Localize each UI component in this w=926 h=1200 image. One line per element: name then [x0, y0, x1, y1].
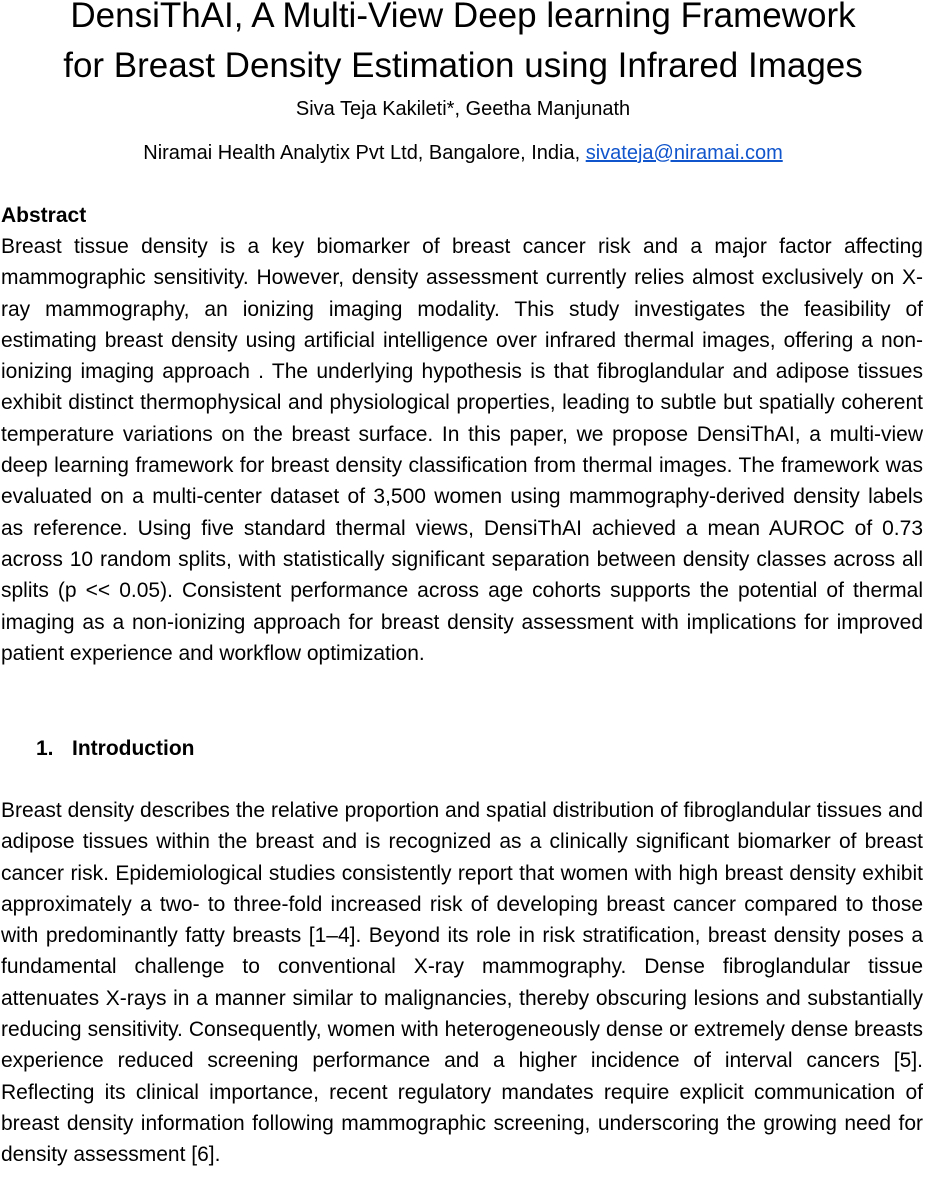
- title-line-2: for Breast Density Estimation using Infrared Images: [63, 46, 863, 85]
- title-line-1: DensiThAI, A Multi-View Deep learning Framework: [70, 0, 856, 35]
- introduction-heading: [36, 733, 194, 764]
- affiliation: [0, 140, 926, 166]
- abstract-body: Breast tissue density is a key biomarker of breast cancer risk and a major factor affecting mammographic sensitivity. However, density assessment currently relies almost exclusively on X-ray mammography, an ionizing imaging modality. This study investigates the feasibility of estimating breast density using artificial intelligence over infrared thermal images, offering a non-ionizing imaging approach . The underlying hypothesis is that fibroglandular and adipose tissues exhibit distinct thermophysical and physiological properties, leading to subtle but spatially coherent temperature variations on the breast surface. In this paper, we propose DensiThAI, a multi-view deep learning framework for breast density classification from thermal images. The framework was evaluated on a multi-center dataset of 3,500 women using mammography-derived density labels as reference. Using five standard thermal views, DensiThAI achieved a mean AUROC of 0.73 across 10 random splits, with statistically significant separation between density classes across all splits (p << 0.05). Consistent performance across age cohorts supports the potential of thermal imaging as a non-ionizing approach for breast density assessment with implications for improved patient experience and workflow optimization.: [1, 235, 923, 665]
- abstract-heading: Abstract: [1, 204, 87, 227]
- section-title: Introduction: [72, 737, 195, 760]
- introduction-body: Breast density describes the relative proportion and spatial distribution of fibroglandular tissues and adipose tissues within the breast and is recognized as a clinically significant biomarker of breast cancer risk. Epidemiological studies consistently report that women with high breast density exhibit approximately a two- to three-fold increased risk of developing breast cancer compared to those with predominantly fatty breasts [1–4]. Beyond its role in risk stratification, breast density poses a fundamental challenge to conventional X-ray mammography. Dense fibroglandular tissue attenuates X-rays in a manner similar to malignancies, thereby obscuring lesions and substantially reducing sensitivity. Consequently, women with heterogeneously dense or extremely dense breasts experience reduced screening performance and a higher incidence of interval cancers [5]. Reflecting its clinical importance, recent regulatory mandates require explicit communication of breast density information following mammographic screening, underscoring the growing need for density assessment [6].: [1, 799, 923, 1167]
- paper-title: [0, 0, 926, 91]
- author-list: Siva Teja Kakileti*, Geetha Manjunath: [295, 98, 631, 120]
- email-link[interactable]: sivateja@niramai.com: [585, 142, 783, 164]
- affiliation-text: Niramai Health Analytix Pvt Ltd, Bangalore, India,: [143, 142, 586, 164]
- section-number: 1.: [36, 737, 54, 760]
